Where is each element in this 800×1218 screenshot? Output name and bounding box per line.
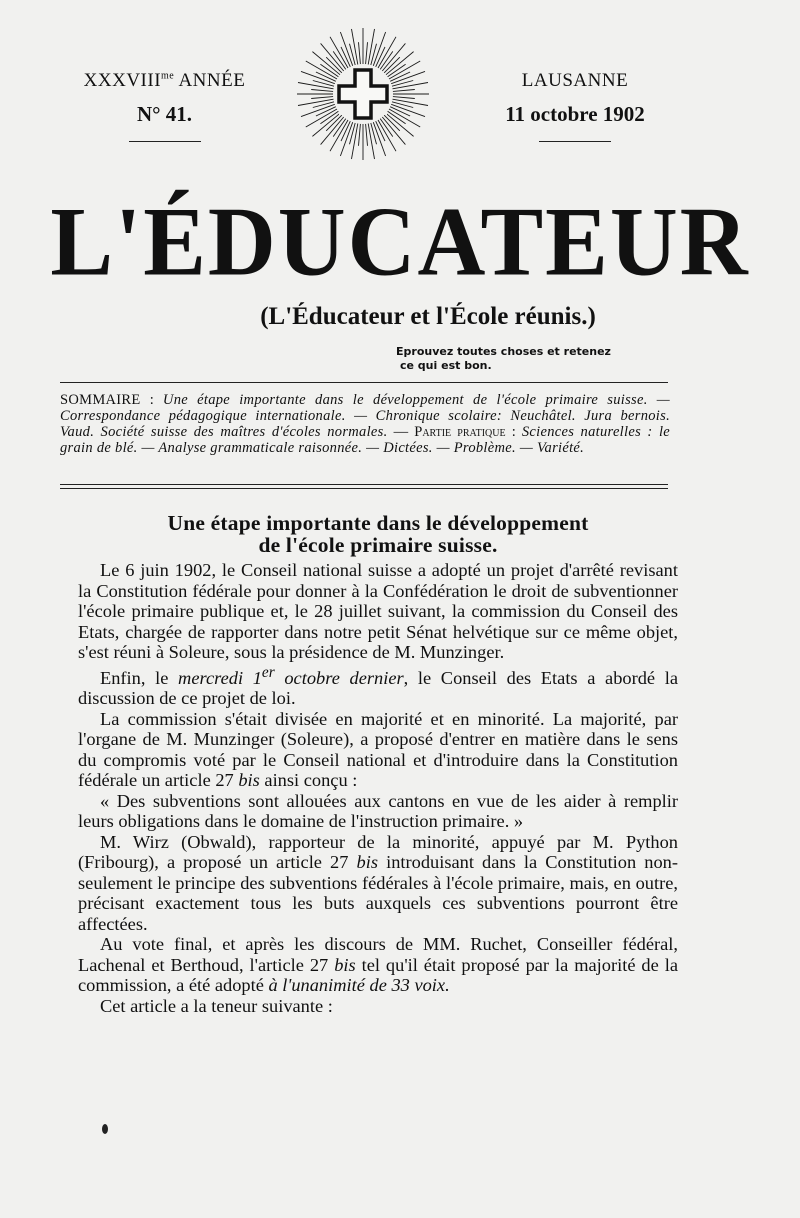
issue-date: 11 octobre 1902 (505, 102, 645, 126)
header-left (62, 70, 267, 142)
p3-bis: bis (238, 770, 260, 791)
p5-text-b: introduisant dans la Constitution non-seulement le principe des subventions fédérales à l'école primaire, mais, en outre, précisant exactement tous les buts auxquels ces subventions pourront être affectées. (78, 852, 678, 934)
sommaire (60, 392, 670, 456)
article-title-line-1: Une étape importante dans le développement (167, 511, 589, 535)
rule-right (539, 141, 611, 142)
masthead-subtitle: (L'Éducateur et l'École réunis.) (260, 303, 596, 330)
sunburst-ray (298, 99, 334, 105)
p3-text-a: La commission s'était divisée en majorité et en minorité. La majorité, par l'organe de M. Munzinger (Soleure), a proposé d'entrer en matière dans le sens du compromis voté par le Conseil national et d'introduire dans la Constitution fédérale un article 27 (78, 708, 678, 791)
rule-double (60, 484, 668, 489)
p6-bis: bis (334, 954, 356, 975)
sunburst-ray (352, 29, 358, 65)
rule-left (129, 141, 201, 142)
rule-top (60, 382, 668, 383)
paragraph-6 (78, 934, 678, 996)
sunburst-ray (311, 90, 333, 92)
paragraph-3 (78, 709, 678, 791)
sommaire-label: SOMMAIRE : (60, 392, 155, 408)
sunburst-ray (393, 97, 415, 99)
motto-line-1: Eprouvez toutes choses et retenez (396, 345, 611, 358)
masthead-title: L'ÉDUCATEUR (50, 187, 750, 297)
sunburst-ray (311, 97, 333, 99)
p2-em (178, 663, 404, 688)
header-right (470, 70, 680, 142)
swiss-cross-sunburst-icon (290, 28, 436, 168)
p5-bis: bis (356, 852, 379, 873)
sommaire-sep: — (387, 424, 415, 440)
paragraph-2 (78, 663, 678, 709)
p6-text-a: Au vote final, et après les discours de MM. Ruchet, Conseiller fédéral, Lachenal et Berthoud, l'article 27 (78, 934, 678, 975)
p2-text-b: , le Conseil des Etats a abordé la discussion de ce projet de loi. (78, 667, 678, 709)
year-sup: me (161, 70, 175, 82)
sunburst-ray (393, 83, 429, 89)
sunburst-ray (368, 29, 374, 65)
city: LAUSANNE (521, 70, 629, 91)
paragraph-4: « Des subventions sont allouées aux cantons en vue de les aider à remplir leurs obligations dans le domaine de l'instruction primaire. » (78, 790, 678, 832)
p2-sup: er (261, 663, 275, 681)
sunburst-ray (352, 124, 358, 160)
paragraph-5 (78, 832, 678, 935)
sunburst-ray (359, 124, 361, 146)
p6-text-b: tel qu'il était proposé par la majorité de la commission, a été adopté (78, 954, 678, 996)
sommaire-part-1: Une étape importante dans le développement de l'école primaire suisse. — Correspondance pédagogique internationale. — Chronique scolaire: Neuchâtel. Jura bernois. Vaud. Société suisse des maîtres d'écoles normales. (60, 392, 670, 440)
p2-em-text: mercredi 1 (178, 667, 262, 688)
p3-text-b: ainsi conçu : (264, 770, 358, 791)
sommaire-partie-label: Partie pratique : (414, 424, 516, 440)
motto (396, 345, 656, 373)
motto-line-2: ce qui est bon. (400, 359, 492, 372)
article-title-line-2: de l'école primaire suisse. (258, 533, 498, 557)
sunburst-ray (366, 42, 368, 64)
p6-em: à l'unanimité de 33 voix. (268, 975, 450, 996)
sunburst-ray (366, 124, 368, 146)
p2-em2-text: octobre dernier (284, 667, 404, 688)
sunburst-ray (368, 124, 374, 160)
year-line (62, 70, 267, 92)
paragraph-7: Cet article a la teneur suivante : (100, 995, 333, 1016)
article (78, 512, 678, 1016)
paragraph-1: Le 6 juin 1902, le Conseil national suisse a adopté un projet d'arrêté revisant la Constitution fédérale pour donner à la Confédération le droit de subventionner l'école primaire publique et, le 28 juillet suivant, la commission du Conseil des Etats, chargée de rapporter dans notre petit Sénat helvétique sur ce même objet, s'est réuni à Soleure, sous la présidence de M. Munzinger. (78, 560, 678, 662)
p2-text-a: Enfin, le (100, 667, 169, 688)
article-title (78, 512, 678, 556)
sunburst-ray (393, 90, 415, 92)
year-word: ANNÉE (178, 70, 246, 91)
sunburst-ray (393, 99, 429, 105)
sommaire-part-2: Sciences naturelles : le grain de blé. — Analyse grammaticale raisonnée. — Dictées. — Problème. — Variété. (60, 424, 671, 456)
year-label: XXXVIII (83, 70, 162, 91)
p5-text-a: M. Wirz (Obwald), rapporteur de la minorité, appuyé par M. Python (Fribourg), a proposé un article 27 (78, 831, 678, 873)
sunburst-ray (298, 83, 334, 89)
ink-spot (102, 1124, 108, 1134)
issue-number: N° 41. (136, 102, 193, 126)
sunburst-ray (359, 42, 361, 64)
